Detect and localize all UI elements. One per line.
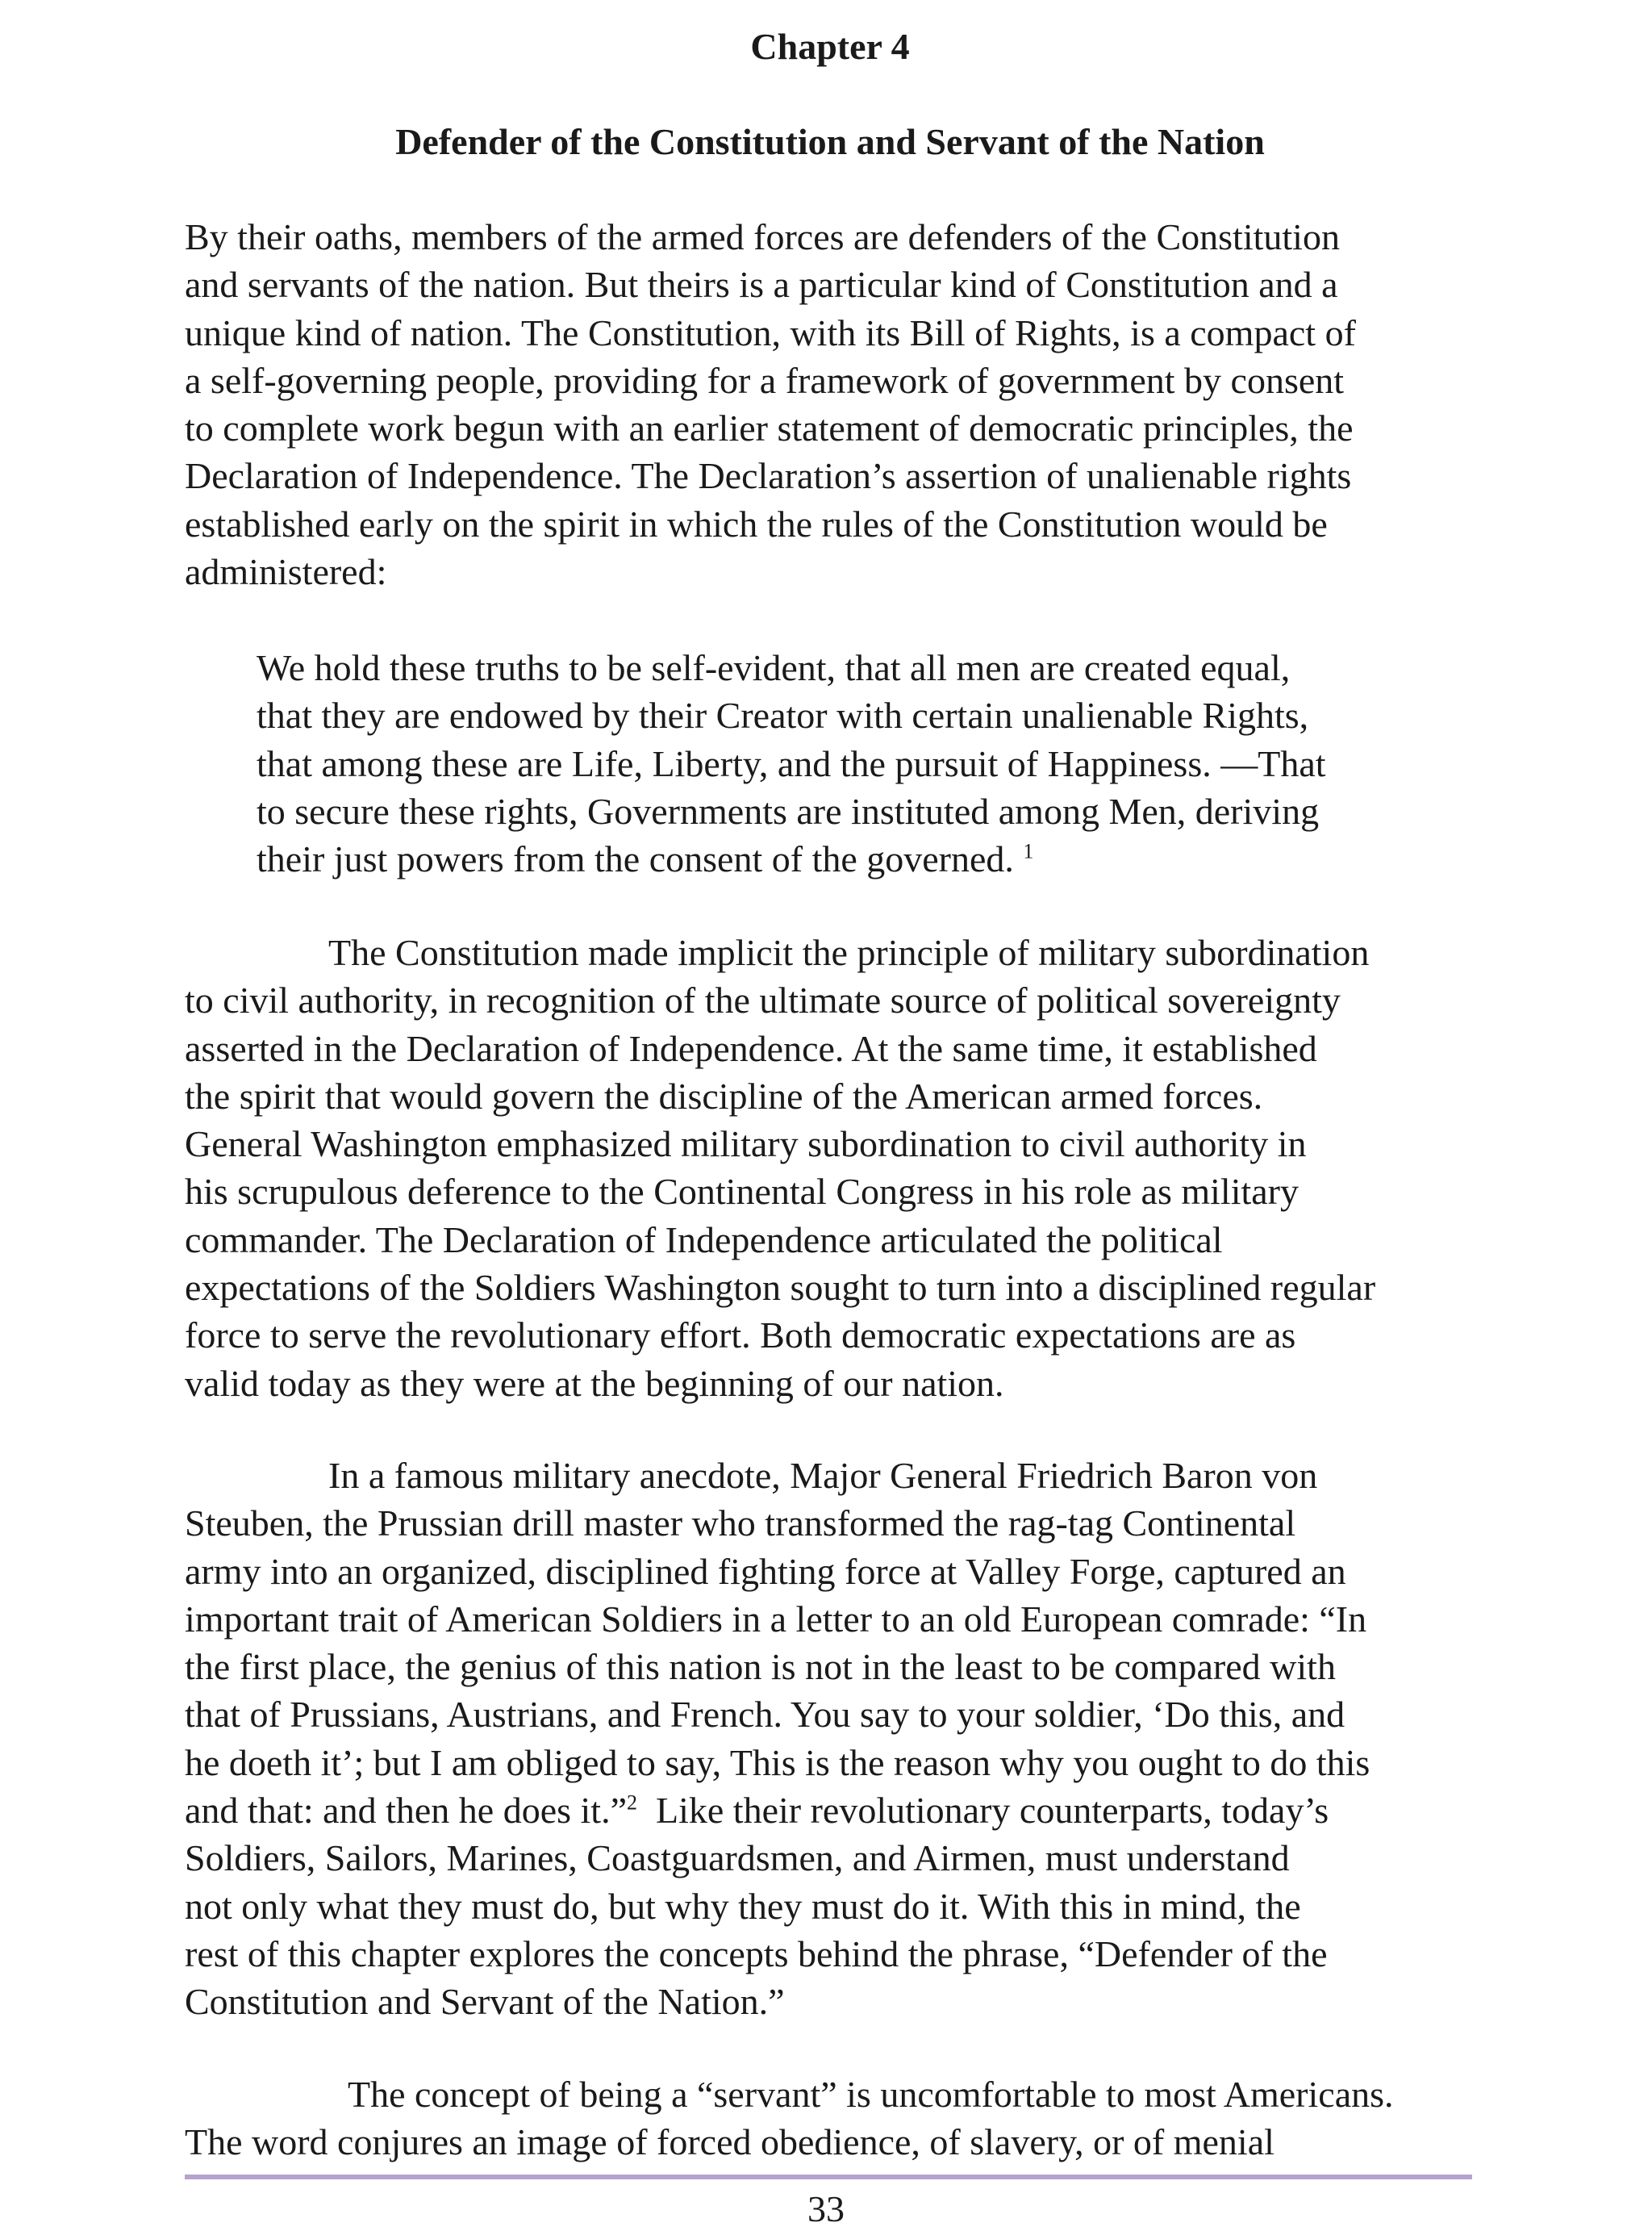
text-line: force to serve the revolutionary effort. Both democratic expectations are as — [185, 1314, 1296, 1356]
page-number: 33 — [807, 2188, 845, 2229]
text-line: In a famous military anecdote, Major General Friedrich Baron von — [328, 1455, 1318, 1496]
paragraph-4 — [185, 2070, 1475, 2166]
text-segment: Like their revolutionary counterparts, today’s — [637, 1790, 1329, 1832]
text-line: established early on the spirit in which the rules of the Constitution would be — [185, 503, 1328, 545]
text-line: not only what they must do, but why they must do it. With this in mind, the — [185, 1885, 1301, 1927]
text-line: to civil authority, in recognition of the ultimate source of political sovereignty — [185, 980, 1341, 1021]
text-line: The Constitution made implicit the principle of military subordination — [328, 932, 1370, 973]
text-line: By their oaths, members of the armed forces are defenders of the Constitution — [185, 216, 1340, 257]
block-quote — [257, 644, 1466, 883]
paragraph-2 — [185, 929, 1475, 1407]
footer-divider — [185, 2175, 1472, 2179]
paragraph-3 — [185, 1452, 1475, 2026]
text-line: the spirit that would govern the discipline of the American armed forces. — [185, 1075, 1263, 1117]
text-line: the first place, the genius of this nation is not in the least to be compared with — [185, 1646, 1336, 1688]
text-line: important trait of American Soldiers in a letter to an old European comrade: “In — [185, 1598, 1367, 1640]
text-line: The word conjures an image of forced obedience, of slavery, or of menial — [185, 2121, 1274, 2163]
text-line: that of Prussians, Austrians, and French. You say to your soldier, ‘Do this, and — [185, 1694, 1345, 1736]
text-line: General Washington emphasized military subordination to civil authority in — [185, 1123, 1307, 1165]
chapter-title: Defender of the Constitution and Servant of the Nation — [395, 121, 1265, 162]
text-line: valid today as they were at the beginning of our nation. — [185, 1362, 1004, 1404]
footnote-mark-1[interactable]: 1 — [1023, 839, 1034, 863]
text-line: his scrupulous deference to the Continental Congress in his role as military — [185, 1171, 1299, 1213]
quote-line-text: their just powers from the consent of the governed. — [257, 838, 1014, 880]
text-line: commander. The Declaration of Independence articulated the political — [185, 1218, 1223, 1260]
text-line: asserted in the Declaration of Independence. At the same time, it established — [185, 1027, 1317, 1069]
text-line: Soldiers, Sailors, Marines, Coastguardsmen, and Airmen, must understand — [185, 1837, 1290, 1879]
quote-line: We hold these truths to be self-evident, that all men are created equal, — [257, 647, 1291, 688]
text-line: Constitution and Servant of the Nation.” — [185, 1981, 785, 2023]
text-line: The concept of being a “servant” is uncomfortable to most Americans. — [348, 2074, 1394, 2115]
text-line — [185, 1786, 1475, 1834]
quote-line: to secure these rights, Governments are instituted among Men, deriving — [257, 790, 1320, 832]
text-line: and servants of the nation. But theirs is a particular kind of Constitution and a — [185, 264, 1338, 306]
text-line: Steuben, the Prussian drill master who transformed the rag-tag Continental — [185, 1502, 1296, 1544]
text-segment: and that: and then he does it.” — [185, 1790, 628, 1832]
quote-line: that among these are Life, Liberty, and the pursuit of Happiness. —That — [257, 742, 1326, 784]
text-line: army into an organized, disciplined fighting force at Valley Forge, captured an — [185, 1550, 1346, 1592]
quote-line — [257, 835, 1466, 883]
text-line: to complete work begun with an earlier statement of democratic principles, the — [185, 407, 1354, 449]
text-line: Declaration of Independence. The Declaration’s assertion of unalienable rights — [185, 455, 1352, 497]
text-line: rest of this chapter explores the concepts behind the phrase, “Defender of the — [185, 1932, 1328, 1974]
quote-line: that they are endowed by their Creator with certain unalienable Rights, — [257, 695, 1309, 737]
chapter-heading: Chapter 4 — [750, 26, 910, 67]
paragraph-1 — [185, 213, 1475, 595]
text-line: a self-governing people, providing for a framework of government by consent — [185, 359, 1345, 401]
text-line: administered: — [185, 551, 387, 593]
text-line: he doeth it’; but I am obliged to say, This is the reason why you ought to do this — [185, 1741, 1370, 1783]
footnote-mark-2[interactable]: 2 — [627, 1790, 638, 1815]
text-line: unique kind of nation. The Constitution, with its Bill of Rights, is a compact of — [185, 311, 1356, 353]
text-line: expectations of the Soldiers Washington sought to turn into a disciplined regular — [185, 1267, 1376, 1309]
